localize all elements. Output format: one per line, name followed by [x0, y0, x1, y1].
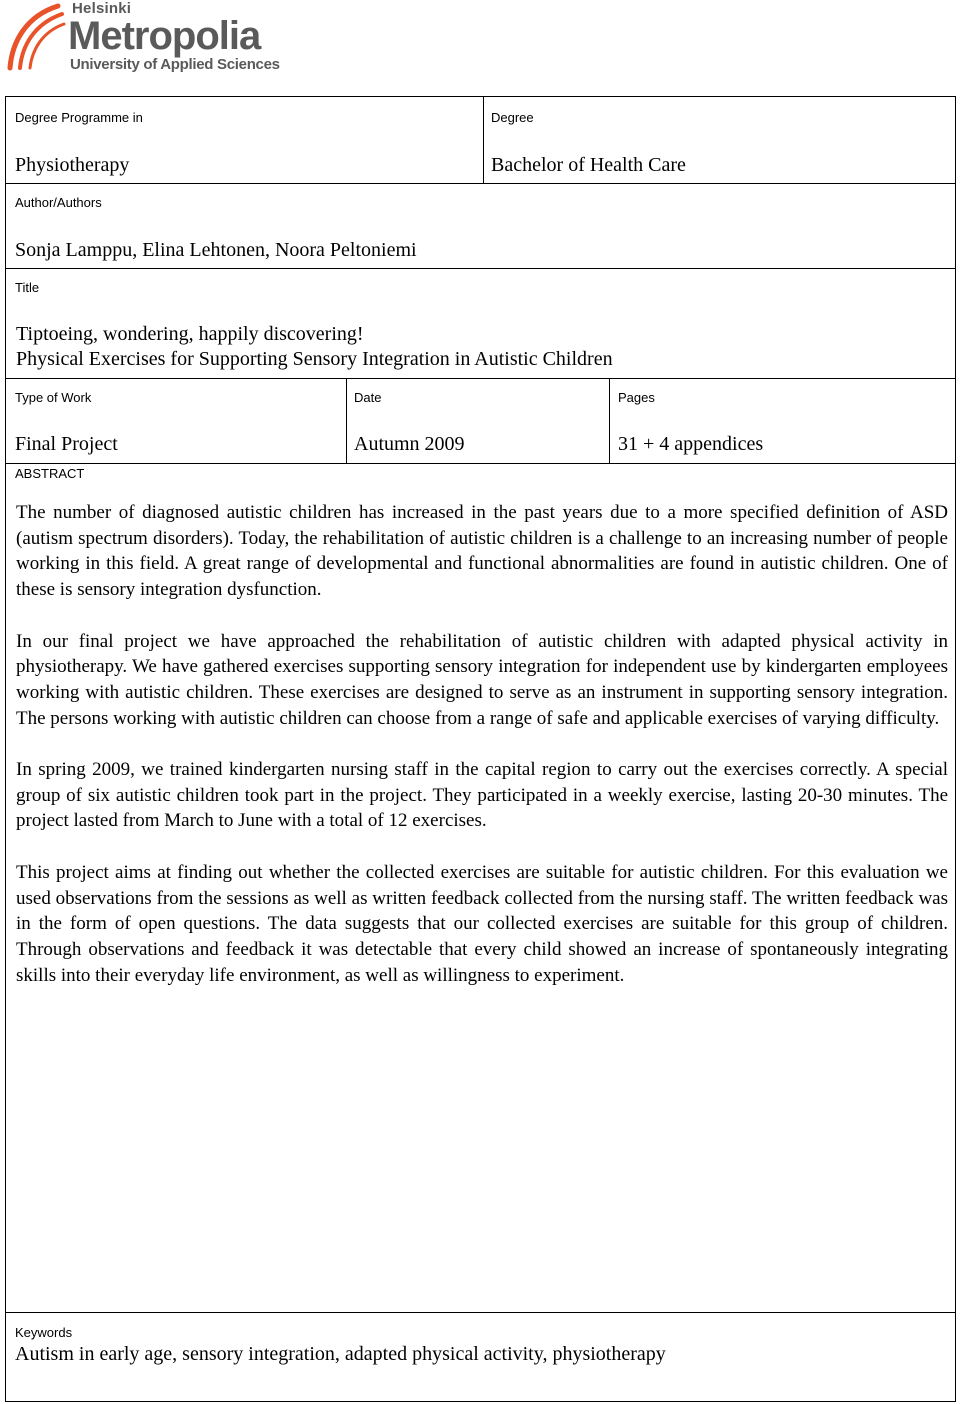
- abstract-body: [16, 500, 948, 1014]
- keywords-value: Autism in early age, sensory integration, adapted physical activity, physiotherapy: [15, 1343, 666, 1365]
- abstract-paragraph: This project aims at finding out whether the collected exercises are suitable for autistic children. For this evaluation we used observations from the sessions as well as written feedback collected from the nursing staff. The written feedback was in the form of open questions. The data suggests that our collected exercises are suitable for this group of children. Through observations and feedback it was detectable that every child showed an increase of spontaneously integrating skills into their everyday life environment, as well as willingness to experiment.: [16, 861, 948, 986]
- column-divider: [483, 97, 484, 183]
- degree-value: Bachelor of Health Care: [491, 154, 686, 176]
- authors-label: Author/Authors: [15, 195, 102, 210]
- metropolia-logo: [6, 0, 296, 80]
- row-divider: [6, 378, 955, 379]
- degree-programme-label: Degree Programme in: [15, 110, 143, 125]
- row-divider: [6, 1312, 955, 1313]
- abstract-form: [5, 96, 956, 1402]
- pages-label: Pages: [618, 390, 655, 405]
- row-divider: [6, 268, 955, 269]
- row-divider: [6, 183, 955, 184]
- pages-value: 31 + 4 appendices: [618, 433, 764, 455]
- logo-subtitle-text: University of Applied Sciences: [70, 56, 280, 73]
- degree-label: Degree: [491, 110, 534, 125]
- logo-swoosh-icon: [6, 2, 68, 72]
- date-label: Date: [354, 390, 382, 405]
- abstract-paragraph: In spring 2009, we trained kindergarten nursing staff in the capital region to carry out the exercises correctly. A special group of six autistic children took part in the project. They participated in a weekly exercise, lasting 20-30 minutes. The project lasted from March to June with a total of 12 exercises.: [16, 759, 948, 832]
- type-of-work-label: Type of Work: [15, 390, 92, 405]
- abstract-paragraph: The number of diagnosed autistic children has increased in the past years due to a more specified definition of ASD (autism spectrum disorders). Today, the rehabilitation of autistic children is a challenge to an increasing number of people working in this field. A great range of developmental and functional abnormalities are found in autistic children. One of these is sensory integration dysfunction.: [16, 502, 948, 601]
- type-of-work-value: Final Project: [15, 433, 118, 455]
- logo-name-text: Metropolia: [68, 14, 261, 58]
- logo-city-text: Helsinki: [72, 0, 132, 17]
- title-label: Title: [15, 280, 40, 295]
- row-divider: [6, 463, 955, 464]
- degree-programme-value: Physiotherapy: [15, 154, 130, 176]
- keywords-label: Keywords: [15, 1325, 73, 1340]
- date-value: Autumn 2009: [354, 433, 465, 455]
- abstract-paragraph: In our final project we have approached the rehabilitation of autistic children with adapted physical activity in physiotherapy. We have gathered exercises supporting sensory integration for independent use by kindergarten employees working with autistic children. These exercises are designed to serve as an instrument in supporting sensory integration. The persons working with autistic children can choose from a range of safe and applicable exercises of varying difficulty.: [16, 630, 948, 729]
- abstract-label: ABSTRACT: [15, 466, 85, 481]
- title-line-2: Physical Exercises for Supporting Sensory Integration in Autistic Children: [16, 348, 613, 370]
- column-divider: [346, 378, 347, 463]
- column-divider: [609, 378, 610, 463]
- title-line-1: Tiptoeing, wondering, happily discovering!: [16, 323, 364, 345]
- authors-value: Sonja Lamppu, Elina Lehtonen, Noora Peltoniemi: [15, 239, 417, 261]
